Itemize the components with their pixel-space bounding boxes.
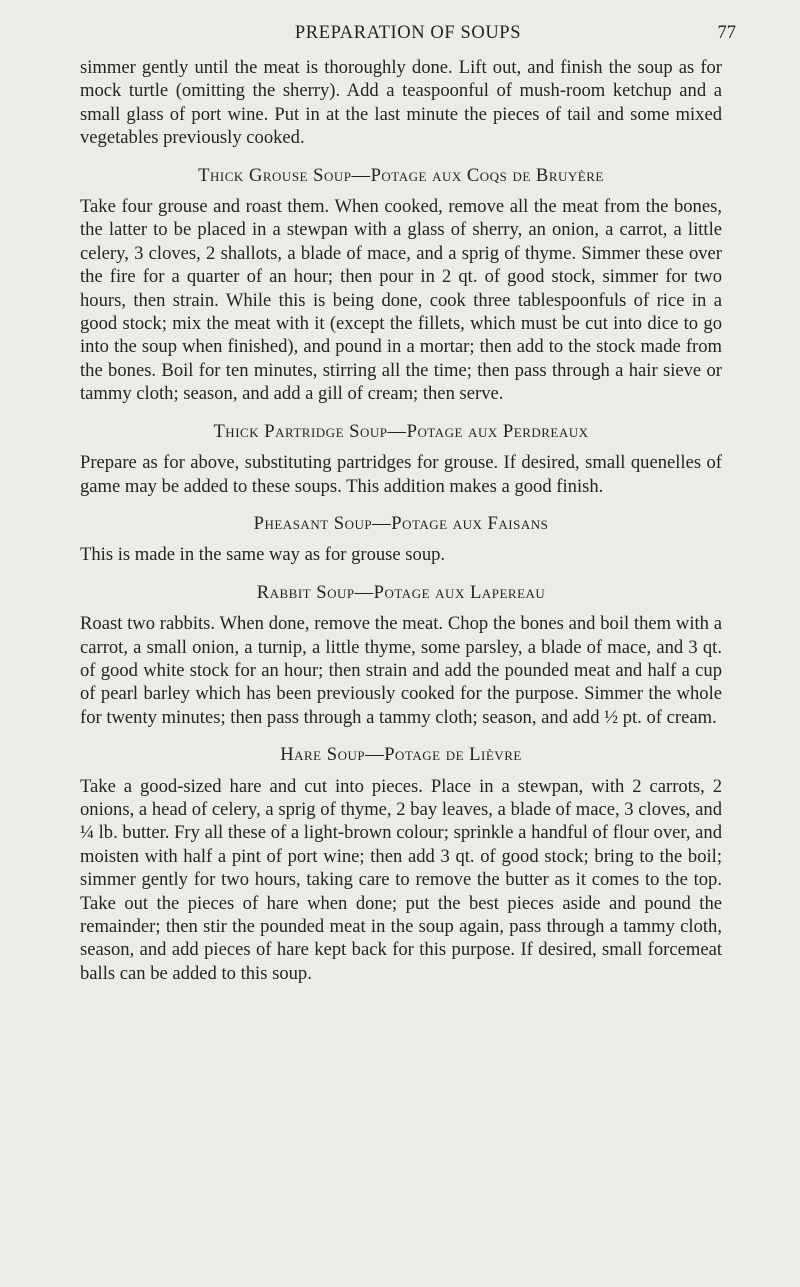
running-title: PREPARATION OF SOUPS — [294, 23, 522, 43]
recipe-title-grouse: Thick Grouse Soup—Potage aux Coqs de Bruyère — [198, 164, 604, 186]
recipe-body-grouse: Take four grouse and roast them. When cooked, remove all the meat from the bones, the latter to be placed in a stewpan with a glass of sherry, an onion, a carrot, a little celery, 3 cloves, 2 shallots, a blade of mace, and a sprig of thyme. Simmer these over the fire for a quarter of an hour; then pour in 2 qt. of good stock, simmer for two hours, then strain. While this is being done, cook three tablespoonfuls of rice in a good stock; mix the meat with it (except the fillets, which must be cut into dice to go into the soup when finished), and pound in a mortar; then add to the stock made from the bones. Boil for ten minutes, stirring all the time; then pass through a hair sieve or tammy cloth; season, and add a gill of cream; then serve. — [80, 196, 722, 405]
recipe-title-partridge: Thick Partridge Soup—Potage aux Perdreaux — [213, 420, 589, 442]
recipe-title-pheasant: Pheasant Soup—Potage aux Faisans — [253, 512, 549, 534]
recipe-title-hare: Hare Soup—Potage de Lièvre — [280, 744, 522, 766]
recipe-body-pheasant: This is made in the same way as for grouse soup. — [80, 544, 446, 566]
running-head — [80, 18, 736, 48]
intro-paragraph: simmer gently until the meat is thoroughly done. Lift out, and finish the soup as for mock turtle (omitting the sherry). Add a teaspoonful of mush-room ketchup and a small glass of port wine. Put in at the last minute the pieces of tail and some mixed vegetables previously cooked. — [80, 57, 722, 149]
recipe-body-rabbit: Roast two rabbits. When done, remove the meat. Chop the bones and boil them with a carrot, a small onion, a turnip, a little thyme, some parsley, a blade of mace, and 3 qt. of good white stock for an hour; then strain and add the pounded meat and half a cup of pearl barley which has been previously cooked for the purpose. Simmer the whole for twenty minutes; then pass through a tammy cloth; season, and add ½ pt. of cream. — [80, 613, 722, 728]
recipe-body-partridge: Prepare as for above, substituting partridges for grouse. If desired, small quenelles of game may be added to these soups. This addition makes a good finish. — [80, 452, 722, 497]
page-number: 77 — [717, 23, 736, 43]
recipe-body-hare: Take a good-sized hare and cut into pieces. Place in a stewpan, with 2 carrots, 2 onions, a head of celery, a sprig of thyme, 2 bay leaves, a blade of mace, 3 cloves, and ¼ lb. butter. Fry all these of a light-brown colour; sprinkle a handful of flour over, and moisten with half a pint of port wine; then add 3 qt. of good stock; bring to the boil; simmer gently for two hours, taking care to remove the butter as it comes to the top. Take out the pieces of hare when done; put the best pieces aside and pound the remainder; then stir the pounded meat in the soup again, pass through a tammy cloth, season, and add pieces of hare kept back for this purpose. If desired, small forcemeat balls can be added to this soup. — [80, 775, 722, 984]
recipe-title-rabbit: Rabbit Soup—Potage aux Lapereau — [256, 581, 546, 603]
